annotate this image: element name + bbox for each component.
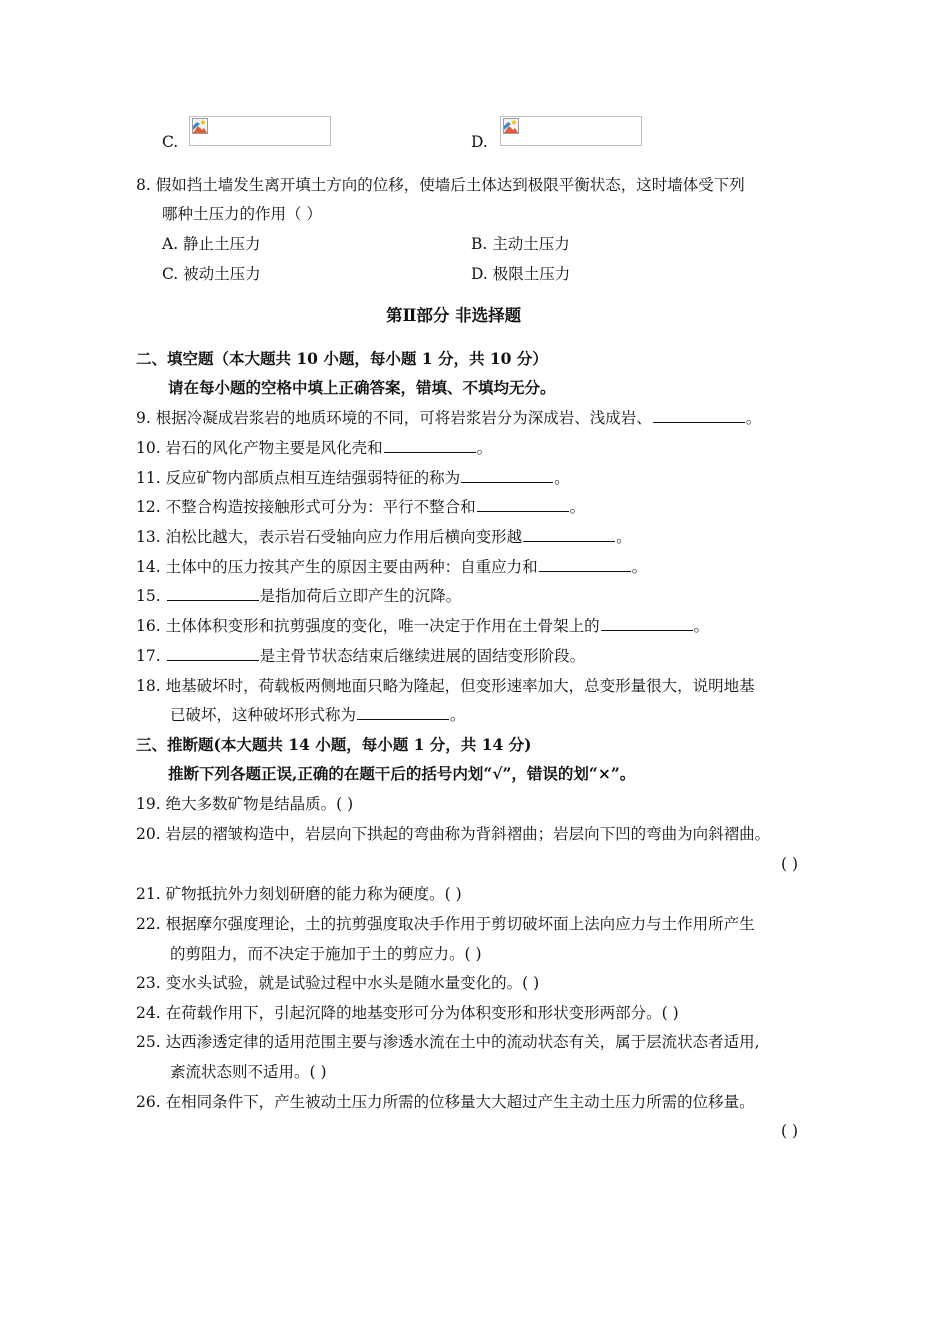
question-text: 已破坏，这种破坏形式称为 bbox=[170, 706, 357, 724]
question-number: 21. bbox=[136, 885, 161, 903]
q7-option-c-label: C. bbox=[162, 133, 179, 151]
q9 bbox=[136, 408, 761, 428]
q8-stem-line1: 8. 假如挡土墙发生离开填土方向的位移，使墙后土体达到极限平衡状态，这时墙体受下列 bbox=[136, 176, 745, 194]
q8-option-d: D. 极限土压力 bbox=[471, 265, 571, 283]
question-number: 19. bbox=[136, 795, 161, 813]
answer-blank[interactable] bbox=[167, 586, 259, 601]
answer-blank[interactable] bbox=[539, 557, 631, 572]
answer-blank[interactable] bbox=[167, 646, 259, 661]
q8-option-b: B. 主动土压力 bbox=[471, 235, 570, 253]
question-text: 反应矿物内部质点相互连结强弱特征的称为 bbox=[165, 469, 461, 487]
q20 bbox=[136, 824, 770, 844]
q22-line2: 的剪阻力，而不决定于施加于土的剪应力。( ) bbox=[170, 945, 482, 963]
question-number: 22. bbox=[136, 915, 161, 933]
part2-title: 第Ⅱ部分 非选择题 bbox=[386, 306, 522, 325]
question-number: 10. bbox=[136, 439, 161, 457]
q7-option-d-label: D. bbox=[471, 133, 488, 151]
question-text: 根据摩尔强度理论，土的抗剪强度取决手作用于剪切破坏面上法向应力与土作用所产生 bbox=[165, 915, 755, 933]
q11 bbox=[136, 468, 570, 488]
question-number: 25. bbox=[136, 1033, 161, 1051]
answer-blank[interactable] bbox=[384, 438, 476, 453]
question-number: 13. bbox=[136, 528, 161, 546]
question-text: 土体体积变形和抗剪强度的变化，唯一决定于作用在土骨架上的 bbox=[165, 617, 600, 635]
question-text-end: 。 bbox=[631, 558, 648, 576]
question-number: 23. bbox=[136, 974, 161, 992]
q12 bbox=[136, 497, 585, 517]
question-text: 泊松比越大，表示岩石受轴向应力作用后横向变形越 bbox=[165, 528, 523, 546]
broken-image-icon bbox=[503, 118, 519, 134]
question-text: 岩层的褶皱构造中，岩层向下拱起的弯曲称为背斜褶曲；岩层向下凹的弯曲为向斜褶曲。 bbox=[165, 825, 771, 843]
question-text: 是主骨节状态结束后继续进展的固结变形阶段。 bbox=[259, 647, 586, 665]
q20-answer-parens[interactable]: ( ) bbox=[781, 855, 799, 873]
question-text: 地基破坏时，荷载板两侧地面只略为隆起，但变形速率加大，总变形量很大，说明地基 bbox=[165, 677, 755, 695]
q24 bbox=[136, 1003, 679, 1023]
question-text-end: 。 bbox=[476, 439, 493, 457]
question-text-end: 。 bbox=[554, 469, 570, 487]
q17 bbox=[136, 646, 585, 666]
q10 bbox=[136, 438, 492, 458]
question-number: 24. bbox=[136, 1004, 161, 1022]
question-number: 16. bbox=[136, 617, 161, 635]
answer-blank[interactable] bbox=[653, 408, 745, 423]
q25-line1 bbox=[136, 1032, 760, 1052]
question-text: 绝大多数矿物是结晶质。( ) bbox=[165, 795, 354, 813]
question-number: 12. bbox=[136, 498, 161, 516]
answer-blank[interactable] bbox=[601, 616, 693, 631]
q7-option-c-image bbox=[189, 116, 331, 146]
answer-blank[interactable] bbox=[461, 468, 553, 483]
q21 bbox=[136, 884, 462, 904]
q8-option-a: A. 静止土压力 bbox=[162, 235, 261, 253]
question-text-end: 。 bbox=[745, 409, 762, 427]
q26 bbox=[136, 1092, 755, 1112]
q16 bbox=[136, 616, 709, 636]
question-text: 不整合构造按接触形式可分为：平行不整合和 bbox=[165, 498, 476, 516]
question-number: 17. bbox=[136, 647, 161, 665]
question-text: 达西渗透定律的适用范围主要与渗透水流在土中的流动状态有关，属于层流状态者适用, bbox=[165, 1033, 760, 1051]
question-number: 14. bbox=[136, 558, 161, 576]
question-text-end: 。 bbox=[569, 498, 586, 516]
question-text: 矿物抵抗外力刻划研磨的能力称为硬度。( ) bbox=[165, 885, 462, 903]
answer-blank[interactable] bbox=[357, 705, 449, 720]
question-text: 土体中的压力按其产生的原因主要由两种：自重应力和 bbox=[165, 558, 538, 576]
q22-line1 bbox=[136, 914, 755, 934]
section2-instruction: 请在每小题的空格中填上正确答案，错填、不填均无分。 bbox=[168, 378, 556, 397]
question-text: 岩石的风化产物主要是风化壳和 bbox=[165, 439, 383, 457]
question-number: 26. bbox=[136, 1093, 161, 1111]
q8-option-c: C. 被动土压力 bbox=[162, 265, 261, 283]
answer-blank[interactable] bbox=[523, 527, 615, 542]
section3-instruction: 推断下列各题正误,正确的在题干后的括号内划“√”，错误的划“×”。 bbox=[168, 764, 636, 783]
question-text: 根据冷凝成岩浆岩的地质环境的不同，可将岩浆岩分为深成岩、浅成岩、 bbox=[155, 409, 652, 427]
question-text-end: 。 bbox=[693, 617, 710, 635]
q8-stem-line2: 哪种土压力的作用（ ） bbox=[162, 205, 322, 223]
question-number: 20. bbox=[136, 825, 161, 843]
q14 bbox=[136, 557, 647, 577]
answer-blank[interactable] bbox=[477, 497, 569, 512]
question-text-end: 。 bbox=[616, 528, 632, 546]
q19 bbox=[136, 794, 353, 814]
q7-option-d-image bbox=[500, 116, 642, 146]
question-text: 是指加荷后立即产生的沉降。 bbox=[259, 587, 462, 605]
broken-image-icon bbox=[192, 118, 208, 134]
q23 bbox=[136, 973, 539, 993]
q18-line1 bbox=[136, 676, 755, 696]
question-number: 15. bbox=[136, 587, 161, 605]
q25-line2: 紊流状态则不适用。( ) bbox=[170, 1063, 327, 1081]
q26-answer-parens[interactable]: ( ) bbox=[781, 1122, 799, 1140]
question-text: 在相同条件下，产生被动土压力所需的位移量大大超过产生主动土压力所需的位移量。 bbox=[165, 1093, 755, 1111]
question-text: 变水头试验，就是试验过程中水头是随水量变化的。( ) bbox=[165, 974, 540, 992]
question-text-end: 。 bbox=[450, 706, 466, 724]
question-number: 9. bbox=[136, 409, 151, 427]
question-number: 11. bbox=[136, 469, 161, 487]
section3-heading: 三、推断题(本大题共 14 小题，每小题 1 分，共 14 分) bbox=[136, 735, 532, 754]
q15 bbox=[136, 586, 461, 606]
q18-line2 bbox=[170, 705, 466, 725]
q13 bbox=[136, 527, 632, 547]
question-number: 18. bbox=[136, 677, 161, 695]
question-text: 在荷载作用下，引起沉降的地基变形可分为体积变形和形状变形两部分。( ) bbox=[165, 1004, 679, 1022]
section2-heading: 二、填空题（本大题共 10 小题，每小题 1 分，共 10 分） bbox=[136, 349, 548, 368]
